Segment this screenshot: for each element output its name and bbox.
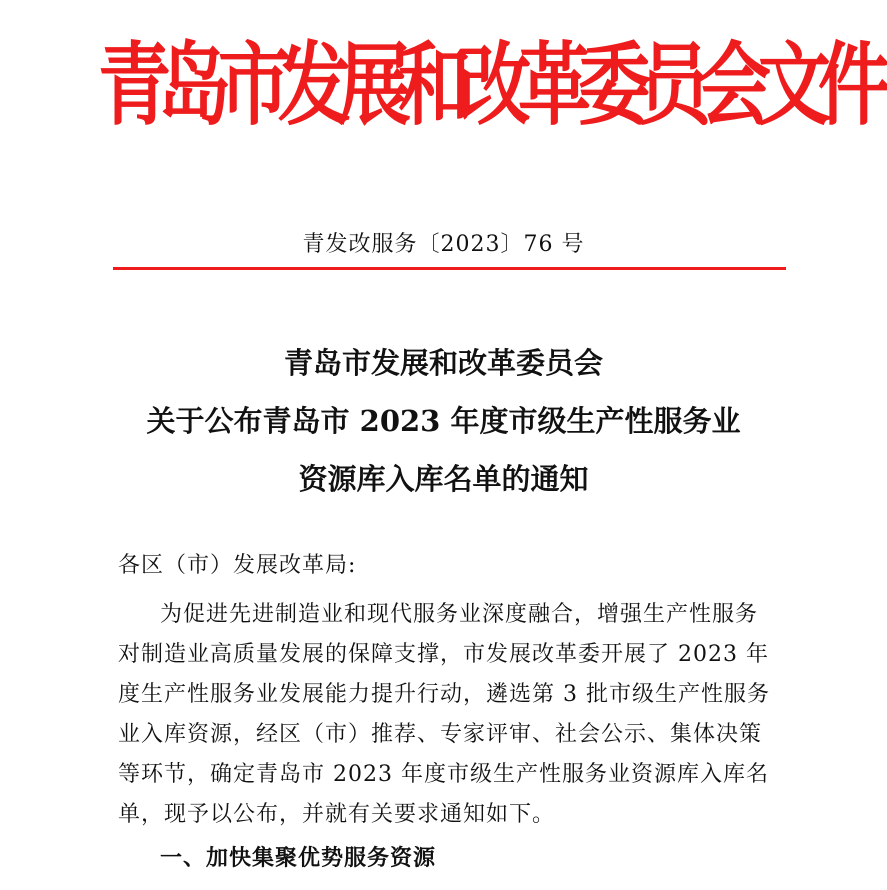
body-paragraph-line-4: 业入库资源，经区（市）推荐、专家评审、社会公示、集体决策	[118, 722, 763, 747]
body-paragraph-line-5: 等环节，确定青岛市 2023 年度市级生产性服务业资源库入库名	[118, 762, 769, 787]
body-paragraph-line-3: 度生产性服务业发展能力提升行动，遴选第 3 批市级生产性服务	[118, 682, 770, 707]
section-heading-1: 一、加快集聚优势服务资源	[160, 846, 437, 871]
document-header-title: 青岛市发展和改革委员会文件	[98, 32, 878, 138]
document-number: 青发改服务〔2023〕76 号	[302, 232, 585, 257]
body-paragraph-line-2: 对制造业高质量发展的保障支撑，市发展改革委开展了 2023 年	[118, 642, 769, 667]
notice-title-line-1: 青岛市发展和改革委员会	[283, 346, 603, 380]
notice-title-line-2: 关于公布青岛市 2023 年度市级生产性服务业	[146, 404, 741, 438]
header-red-rule	[113, 267, 786, 270]
body-paragraph-line-1: 为促进先进制造业和现代服务业深度融合，增强生产性服务	[160, 602, 759, 627]
addressee: 各区（市）发展改革局:	[118, 553, 357, 578]
notice-title-line-3: 资源库入库名单的通知	[298, 462, 589, 496]
body-paragraph-line-6: 单，现予以公布，并就有关要求通知如下。	[118, 802, 556, 827]
